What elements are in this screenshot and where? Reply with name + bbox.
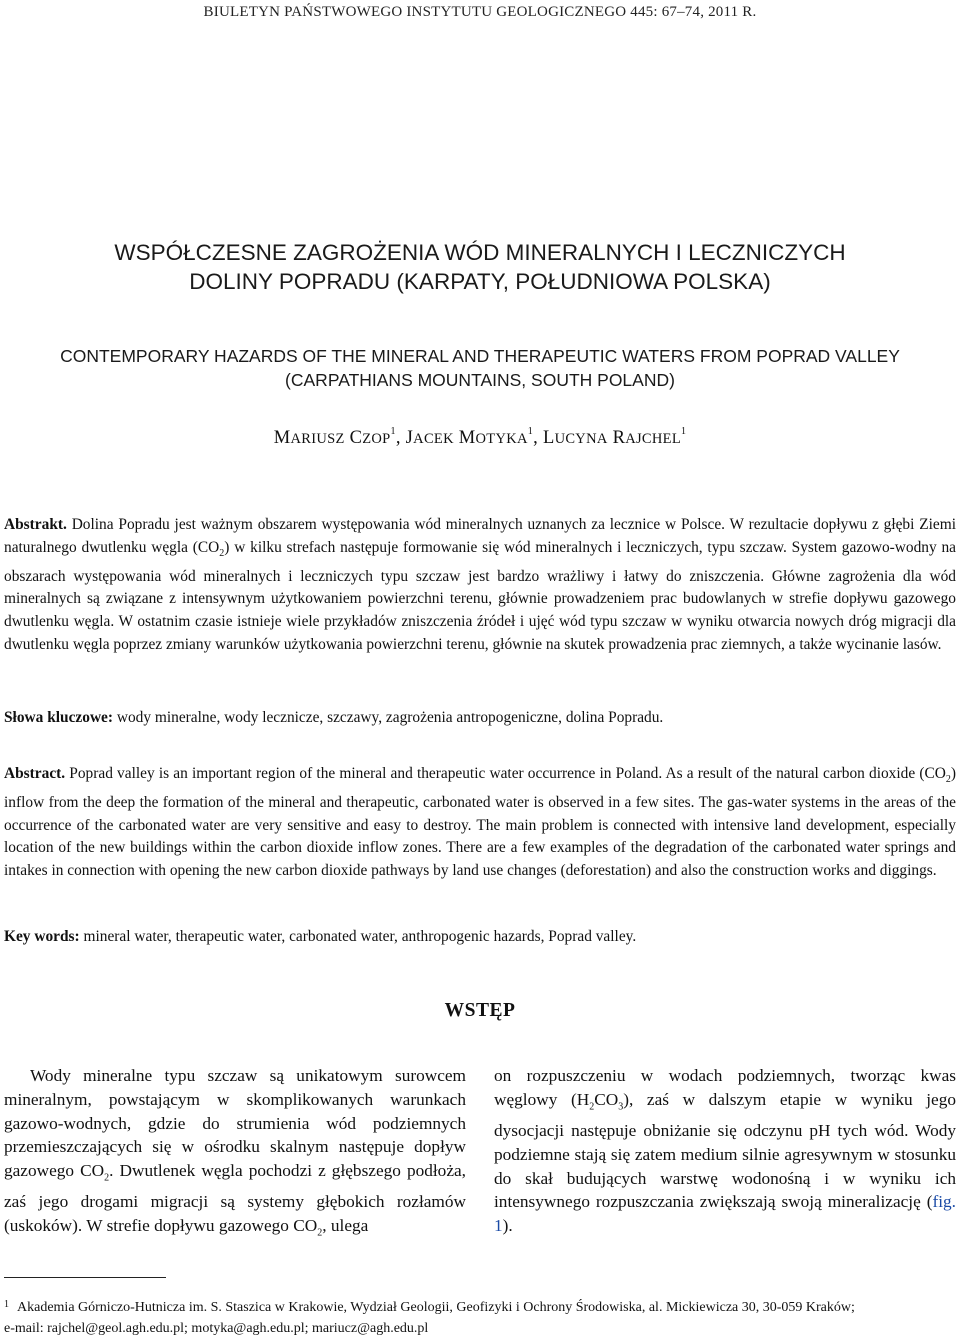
keywords-english-label: Key words: — [4, 928, 80, 945]
author-2: JACEK MOTYKA$^1$ — [406, 428, 533, 448]
title-polish-line-2: DOLINY POPRADU (KARPATY, POŁUDNIOWA POLSKA) — [0, 267, 960, 296]
keywords-english: Key words: mineral water, therapeutic water, carbonated water, anthropogenic hazards, Poprad valley. — [4, 926, 956, 949]
abstract-english: Abstract. Poprad valley is an important region of the mineral and therapeutic water occurrence in Poland. As a result of the natural carbon dioxide $(CO_2)$ inflow from the deep the formation of the mineral and therapeutic, carbonated water is observed in a few sites. The gas-water systems in the areas of the occurrence of the carbonated water are very sensitive and easy to destroy. The main problem is connected with intensive land development, especially location of the new buildings within the carbon dioxide inflow zones. There are a few examples of the degradation of the carbonated water springs and intakes in connection with opening the new carbon dioxide pathways by land use changes (deforestation) and also the construction works and diggings. — [4, 763, 956, 883]
abstract-polish-label: Abstrakt. — [4, 516, 67, 533]
keywords-polish: Słowa kluczowe: wody mineralne, wody lecznicze, szczawy, zagrożenia antropogeniczne, dolina Popradu. — [4, 707, 956, 730]
title-polish-line-1: WSPÓŁCZESNE ZAGROŻENIA WÓD MINERALNYCH I LECZNICZYCH — [0, 238, 960, 267]
author-1-affiliation: 1 — [391, 426, 396, 437]
author-3: LUCYNA RAJCHEL$^1$ — [543, 428, 686, 448]
title-polish — [0, 238, 960, 296]
title-english-line-1: CONTEMPORARY HAZARDS OF THE MINERAL AND THERAPEUTIC WATERS FROM POPRAD VALLEY — [0, 344, 960, 368]
journal-header: BIULETYN PAŃSTWOWEGO INSTYTUTU GEOLOGICZNEGO 445: 67–74, 2011 R. — [0, 4, 960, 21]
body-column-right: on rozpuszczeniu w wodach podziemnych, tworząc kwas węglowy $(H_2CO_3)$, zaś w dalszym etapie w wyniku jego dysocjacji następuje obniżanie się odczynu pH tych wód. Wody podziemne stają się zatem medium silnie agresywnym w stosunku do skał budujących warstwę wodonośną i w wyniku ich intensywnego rozpuszczania zwiększają swoją mineralizację (fig. 1). — [494, 1064, 956, 1238]
footnote-mark: 1 — [4, 1299, 9, 1310]
figure-1-link[interactable]: fig. 1 — [494, 1192, 956, 1235]
title-english — [0, 344, 960, 392]
title-english-line-2: (CARPATHIANS MOUNTAINS, SOUTH POLAND) — [0, 368, 960, 392]
footnote-emails: e-mail: rajchel@geol.agh.edu.pl; motyka@agh.edu.pl; mariucz@agh.edu.pl — [4, 1319, 956, 1339]
body-column-left: Wody mineralne typu szczaw są unikatowym surowcem mineralnym, powstającym w skomplikowanych warunkach gazowo-wodnych, gdzie do strumienia wód podziemnych przemieszczających się w ośrodku skalnym następuje dopływ gazowego $CO_2$. Dwutlenek węgla pochodzi z głębszego podłoża, zaś jego drogami migracji są systemy głębokich rozłamów (uskoków). W strefie dopływu gazowego $CO_2$, ulega — [4, 1064, 466, 1245]
author-3-affiliation: 1 — [681, 426, 686, 437]
footnote-affiliation: $^1$ Akademia Górniczo-Hutnicza im. S. Staszica w Krakowie, Wydział Geologii, Geofizyki i Ochrony Środowiska, al. Mickiewicza 30, 30-059 Kraków; — [4, 1298, 956, 1319]
keywords-polish-label: Słowa kluczowe: — [4, 709, 113, 726]
author-2-affiliation: 1 — [528, 426, 533, 437]
abstract-polish: Abstrakt. Dolina Popradu jest ważnym obszarem występowania wód mineralnych uznanych za lecznice w Polsce. W rezultacie dopływu z głębi Ziemi naturalnego dwutlenku węgla $(CO_2)$ w kilku strefach następuje formowanie się wód mineralnych i leczniczych, typu szczaw. System gazowo-wodny na obszarach występowania wód mineralnych i leczniczych typu szczaw jest bardzo wrażliwy i łatwy do zniszczenia. Główne zagrożenia dla wód mineralnych są związane z intensywnym użytkowaniem powierzchni terenu, głównie prowadzeniem prac budowlanych w strefie dopływu gazowego dwutlenku węgla. W ostatnim czasie istnieje wiele przykładów zniszczenia źródeł i ujęć wód typu szczaw w wyniku otwarcia nowych dróg migracji dla dwutlenku węgla poprzez zmiany warunków użytkowania powierzchni terenu, głównie na skutek prowadzenia prac ziemnych, a także wycinanie lasów. — [4, 514, 956, 657]
section-heading: WSTĘP — [0, 1000, 960, 1022]
author-1: MARIUSZ CZOP$^1$ — [274, 428, 396, 448]
abstract-english-label: Abstract. — [4, 765, 65, 782]
footnote-divider — [4, 1277, 166, 1278]
footnote — [4, 1298, 956, 1339]
author-list: MARIUSZ CZOP$^1$, JACEK MOTYKA$^1$, LUCYNA RAJCHEL$^1$ — [0, 428, 960, 449]
